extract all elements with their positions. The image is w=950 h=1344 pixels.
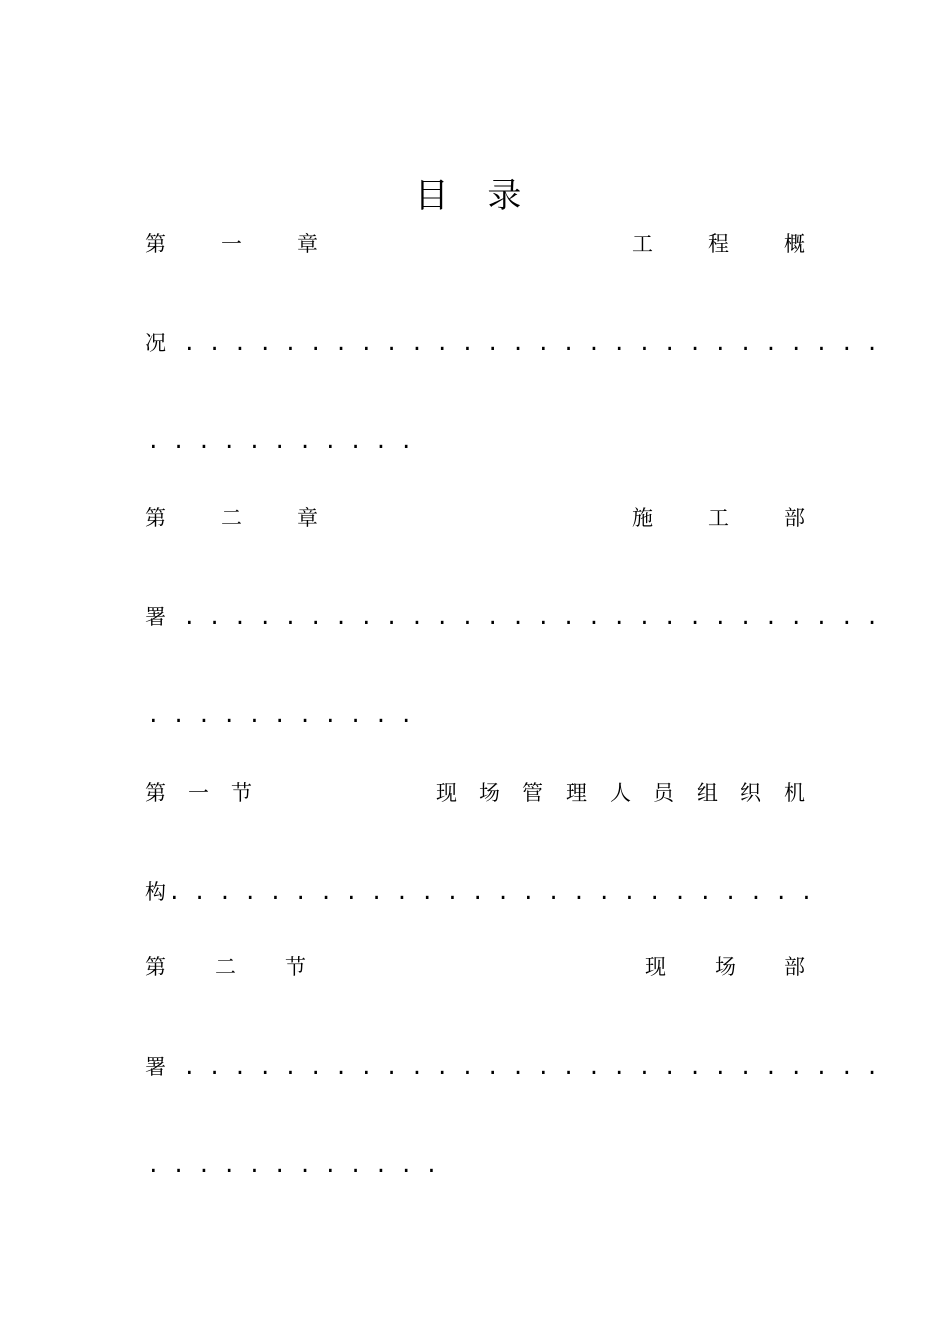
label-char: 一 bbox=[221, 232, 242, 256]
toc-entry-section-2-dots bbox=[0, 1150, 950, 1180]
leader-dots: . . . . . . . . . . . . . . . . . . . . . . . . . . . . bbox=[183, 331, 879, 355]
label-char: 节 bbox=[231, 781, 252, 805]
toc-entry-chapter-1[interactable] bbox=[0, 229, 950, 259]
toc-entry-chapter-2[interactable] bbox=[0, 503, 950, 533]
leader-dots: . . . . . . . . . . . . bbox=[147, 1153, 438, 1177]
toc-entry-section-1-cont bbox=[0, 877, 950, 907]
leader-dots: . . . . . . . . . . . . . . . . . . . . . . . . . . bbox=[168, 880, 813, 904]
toc-entry-chapter-2-dots bbox=[0, 700, 950, 730]
title-char: 人 bbox=[610, 781, 631, 805]
leader-dots: . . . . . . . . . . . . . . . . . . . . . . . . . . . . bbox=[183, 1055, 879, 1079]
toc-entry-section-2-cont bbox=[0, 1052, 950, 1082]
title-char: 施 bbox=[632, 506, 653, 530]
title-char: 工 bbox=[708, 506, 729, 530]
label-char: 一 bbox=[188, 781, 209, 805]
leader-dots: . . . . . . . . . . . bbox=[147, 429, 413, 453]
label-char: 第 bbox=[145, 506, 166, 530]
toc-entry-chapter-1-cont bbox=[0, 328, 950, 358]
title-char: 现 bbox=[436, 781, 457, 805]
label-char: 二 bbox=[221, 506, 242, 530]
title-char: 理 bbox=[566, 781, 587, 805]
title-char: 场 bbox=[479, 781, 500, 805]
label-char: 二 bbox=[215, 955, 236, 979]
title-char: 织 bbox=[740, 781, 761, 805]
title-char: 管 bbox=[522, 781, 543, 805]
title-char: 署 bbox=[145, 605, 166, 629]
toc-entry-chapter-1-dots bbox=[0, 426, 950, 456]
leader-dots: . . . . . . . . . . . bbox=[147, 703, 413, 727]
title-char: 机 bbox=[784, 781, 805, 805]
title-char: 员 bbox=[653, 781, 674, 805]
toc-entry-section-1[interactable] bbox=[0, 778, 950, 808]
title-char: 程 bbox=[708, 232, 729, 256]
title-char: 部 bbox=[784, 506, 805, 530]
label-char: 第 bbox=[145, 232, 166, 256]
title-char: 构 bbox=[145, 880, 166, 904]
title-char: 现 bbox=[645, 955, 666, 979]
label-char: 章 bbox=[297, 232, 318, 256]
leader-dots: . . . . . . . . . . . . . . . . . . . . . . . . . . . . bbox=[183, 605, 879, 629]
toc-title: 目 录 bbox=[414, 176, 536, 216]
title-char: 组 bbox=[697, 781, 718, 805]
title-char: 工 bbox=[632, 232, 653, 256]
title-char: 况 bbox=[145, 331, 166, 355]
title-char: 场 bbox=[715, 955, 736, 979]
title-char: 部 bbox=[784, 955, 805, 979]
toc-entry-section-2[interactable] bbox=[0, 952, 950, 982]
toc-entry-chapter-2-cont bbox=[0, 602, 950, 632]
title-char: 概 bbox=[784, 232, 805, 256]
label-char: 章 bbox=[297, 506, 318, 530]
label-char: 第 bbox=[145, 781, 166, 805]
label-char: 节 bbox=[285, 955, 306, 979]
label-char: 第 bbox=[145, 955, 166, 979]
title-char: 署 bbox=[145, 1055, 166, 1079]
